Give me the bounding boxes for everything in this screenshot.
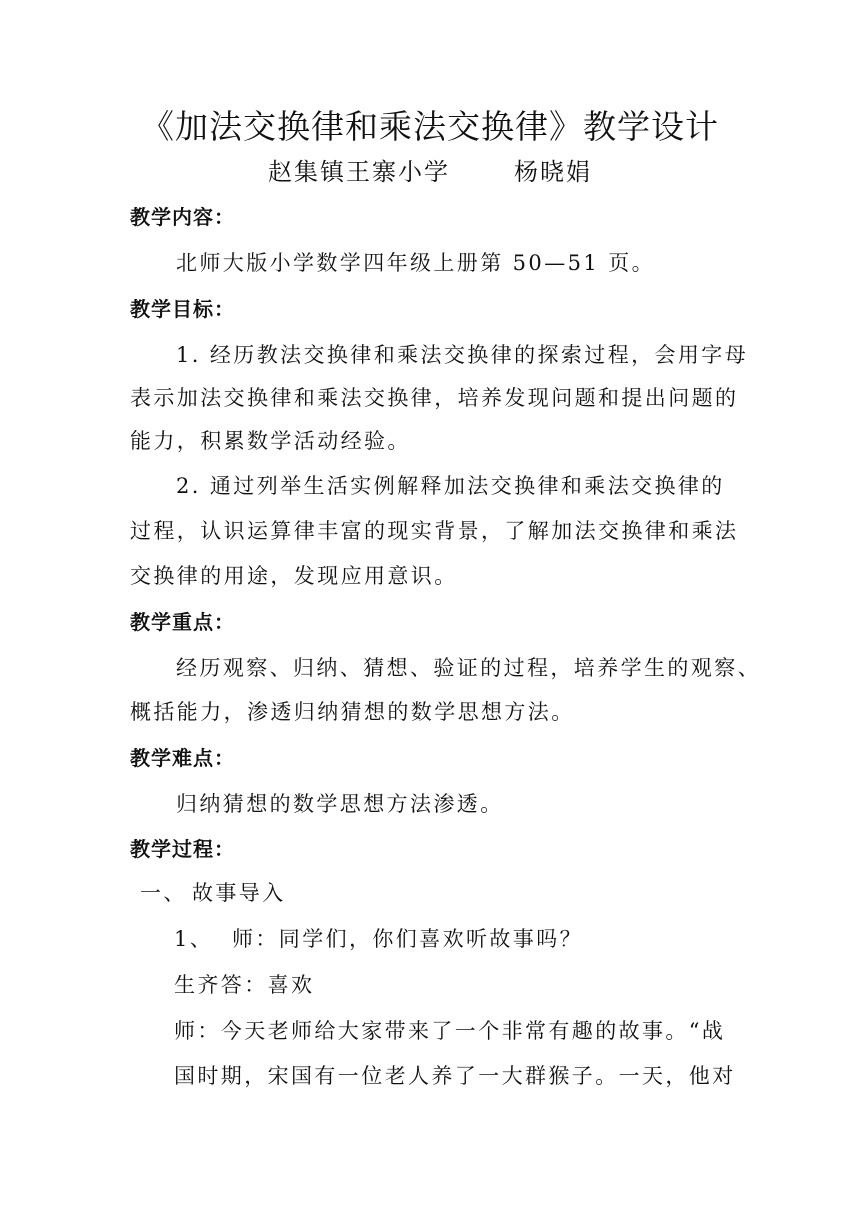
story-line-2: 国时期，宋国有一位老人养了一大群猴子。一天，他对	[174, 1064, 736, 1088]
difficulty-heading: 教学难点：	[130, 746, 235, 770]
process-heading: 教学过程：	[130, 837, 235, 861]
content-text: 北师大版小学数学四年级上册第 50—51 页。	[176, 251, 655, 275]
goal-2-line-3: 交换律的用途，发现应用意识。	[130, 564, 458, 588]
goal-1-line-3: 能力，积累数学活动经验。	[130, 429, 411, 453]
section-number: 一、	[140, 881, 187, 905]
goal-1-line-2: 表示加法交换律和乘法交换律，培养发现问题和提出问题的	[130, 386, 739, 410]
teacher-name: 杨晓娟	[514, 158, 592, 186]
school-name: 赵集镇王寨小学	[268, 158, 450, 186]
goal-1-line-1: 1. 经历教法交换律和乘法交换律的探索过程，会用字母	[176, 343, 749, 367]
question-text: 师：同学们，你们喜欢听故事吗？	[232, 927, 583, 951]
story-line-1: 师：今天老师给大家带来了一个非常有趣的故事。“战	[174, 1019, 726, 1043]
key-points-line-1: 经历观察、归纳、猜想、验证的过程，培养学生的观察、	[176, 656, 761, 680]
goals-heading: 教学目标：	[130, 297, 235, 321]
question-number: 1、	[174, 927, 214, 951]
author-line	[0, 152, 860, 192]
question-1	[174, 923, 784, 955]
content-heading: 教学内容：	[130, 205, 235, 229]
key-points-heading: 教学重点：	[130, 610, 235, 634]
key-points-line-2: 概括能力，渗透归纳猜想的数学思想方法。	[130, 700, 575, 724]
goal-2-line-1: 2. 通过列举生活实例解释加法交换律和乘法交换律的	[176, 474, 725, 498]
section-title: 故事导入	[192, 881, 286, 905]
difficulty-text: 归纳猜想的数学思想方法渗透。	[176, 792, 504, 816]
student-answer: 生齐答：喜欢	[174, 973, 315, 997]
section-one-heading	[140, 877, 750, 909]
document-title: 《加法交换律和乘法交换律》教学设计	[141, 107, 719, 146]
goal-2-line-2: 过程，认识运算律丰富的现实背景，了解加法交换律和乘法	[130, 519, 739, 543]
